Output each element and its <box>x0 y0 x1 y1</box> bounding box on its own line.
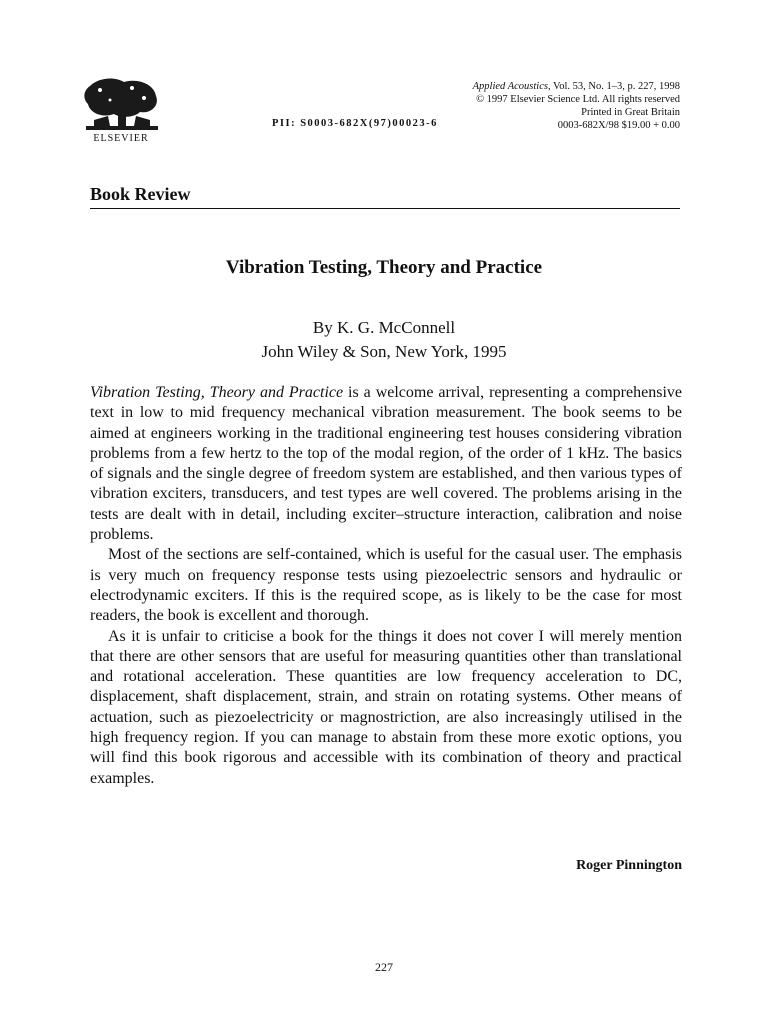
paragraph-1-text: is a welcome arrival, representing a comprehensive text in low to mid frequency mechanical vibration measurement. The book seems to be aimed at engineers working in the traditional engineering test houses considering vibration problems from a few hertz to the top of the modal region, of the order of 1 kHz. The basics of signals and the single degree of freedom system are established, and then various types of vibration exciters, transducers, and test types are well covered. The problems arising in the tests are dealt with in detail, including exciter–structure interaction, calibration and noise problems. <box>90 384 682 544</box>
journal-citation-line <box>473 80 680 93</box>
publisher-name: ELSEVIER <box>93 133 149 144</box>
review-title: Vibration Testing, Theory and Practice <box>225 257 543 278</box>
paragraph-1 <box>90 383 682 545</box>
journal-name: Applied Acoustics <box>472 81 548 92</box>
journal-citation: , Vol. 53, No. 1–3, p. 227, 1998 <box>547 81 680 92</box>
section-divider <box>90 208 680 209</box>
journal-info <box>473 80 680 132</box>
byline <box>0 316 768 364</box>
journal-printed: Printed in Great Britain <box>581 107 680 118</box>
elsevier-tree-logo-icon <box>80 76 162 132</box>
book-publisher: John Wiley & Son, New York, 1995 <box>261 342 507 361</box>
journal-issn-price: 0003-682X/98 $19.00 + 0.00 <box>557 120 680 131</box>
section-heading: Book Review <box>90 184 191 204</box>
book-author: By K. G. McConnell <box>312 318 456 337</box>
reviewer-signature: Roger Pinnington <box>576 858 682 873</box>
paragraph-3: As it is unfair to criticise a book for the things it does not cover I will merely mention that there are other sensors that are useful for measuring quantities other than translational and rotational acceleration. These quantities are low frequency acceleration to DC, displacement, shaft displacement, strain, and strain on rotating systems. Other means of actuation, such as piezoelectricity or magnostriction, are also increasingly utilised in the high frequency region. If you can manage to abstain from these more exotic options, you will find this book rigorous and accessible with its combination of theory and practical examples. <box>90 627 682 787</box>
publisher-logo <box>80 76 162 148</box>
journal-copyright: © 1997 Elsevier Science Ltd. All rights reserved <box>476 94 680 105</box>
pii-identifier: PII: S0003-682X(97)00023-6 <box>272 118 438 129</box>
review-body <box>90 383 682 789</box>
paragraph-2: Most of the sections are self-contained, which is useful for the casual user. The emphasis is very much on frequency response tests using piezoelectric sensors and hydraulic or electrodynamic exciters. If this is the required scope, as is likely to be the case for most readers, the book is excellent and thorough. <box>90 546 682 625</box>
page-number: 227 <box>375 960 393 974</box>
book-title-italic: Vibration Testing, Theory and Practice <box>90 384 344 401</box>
